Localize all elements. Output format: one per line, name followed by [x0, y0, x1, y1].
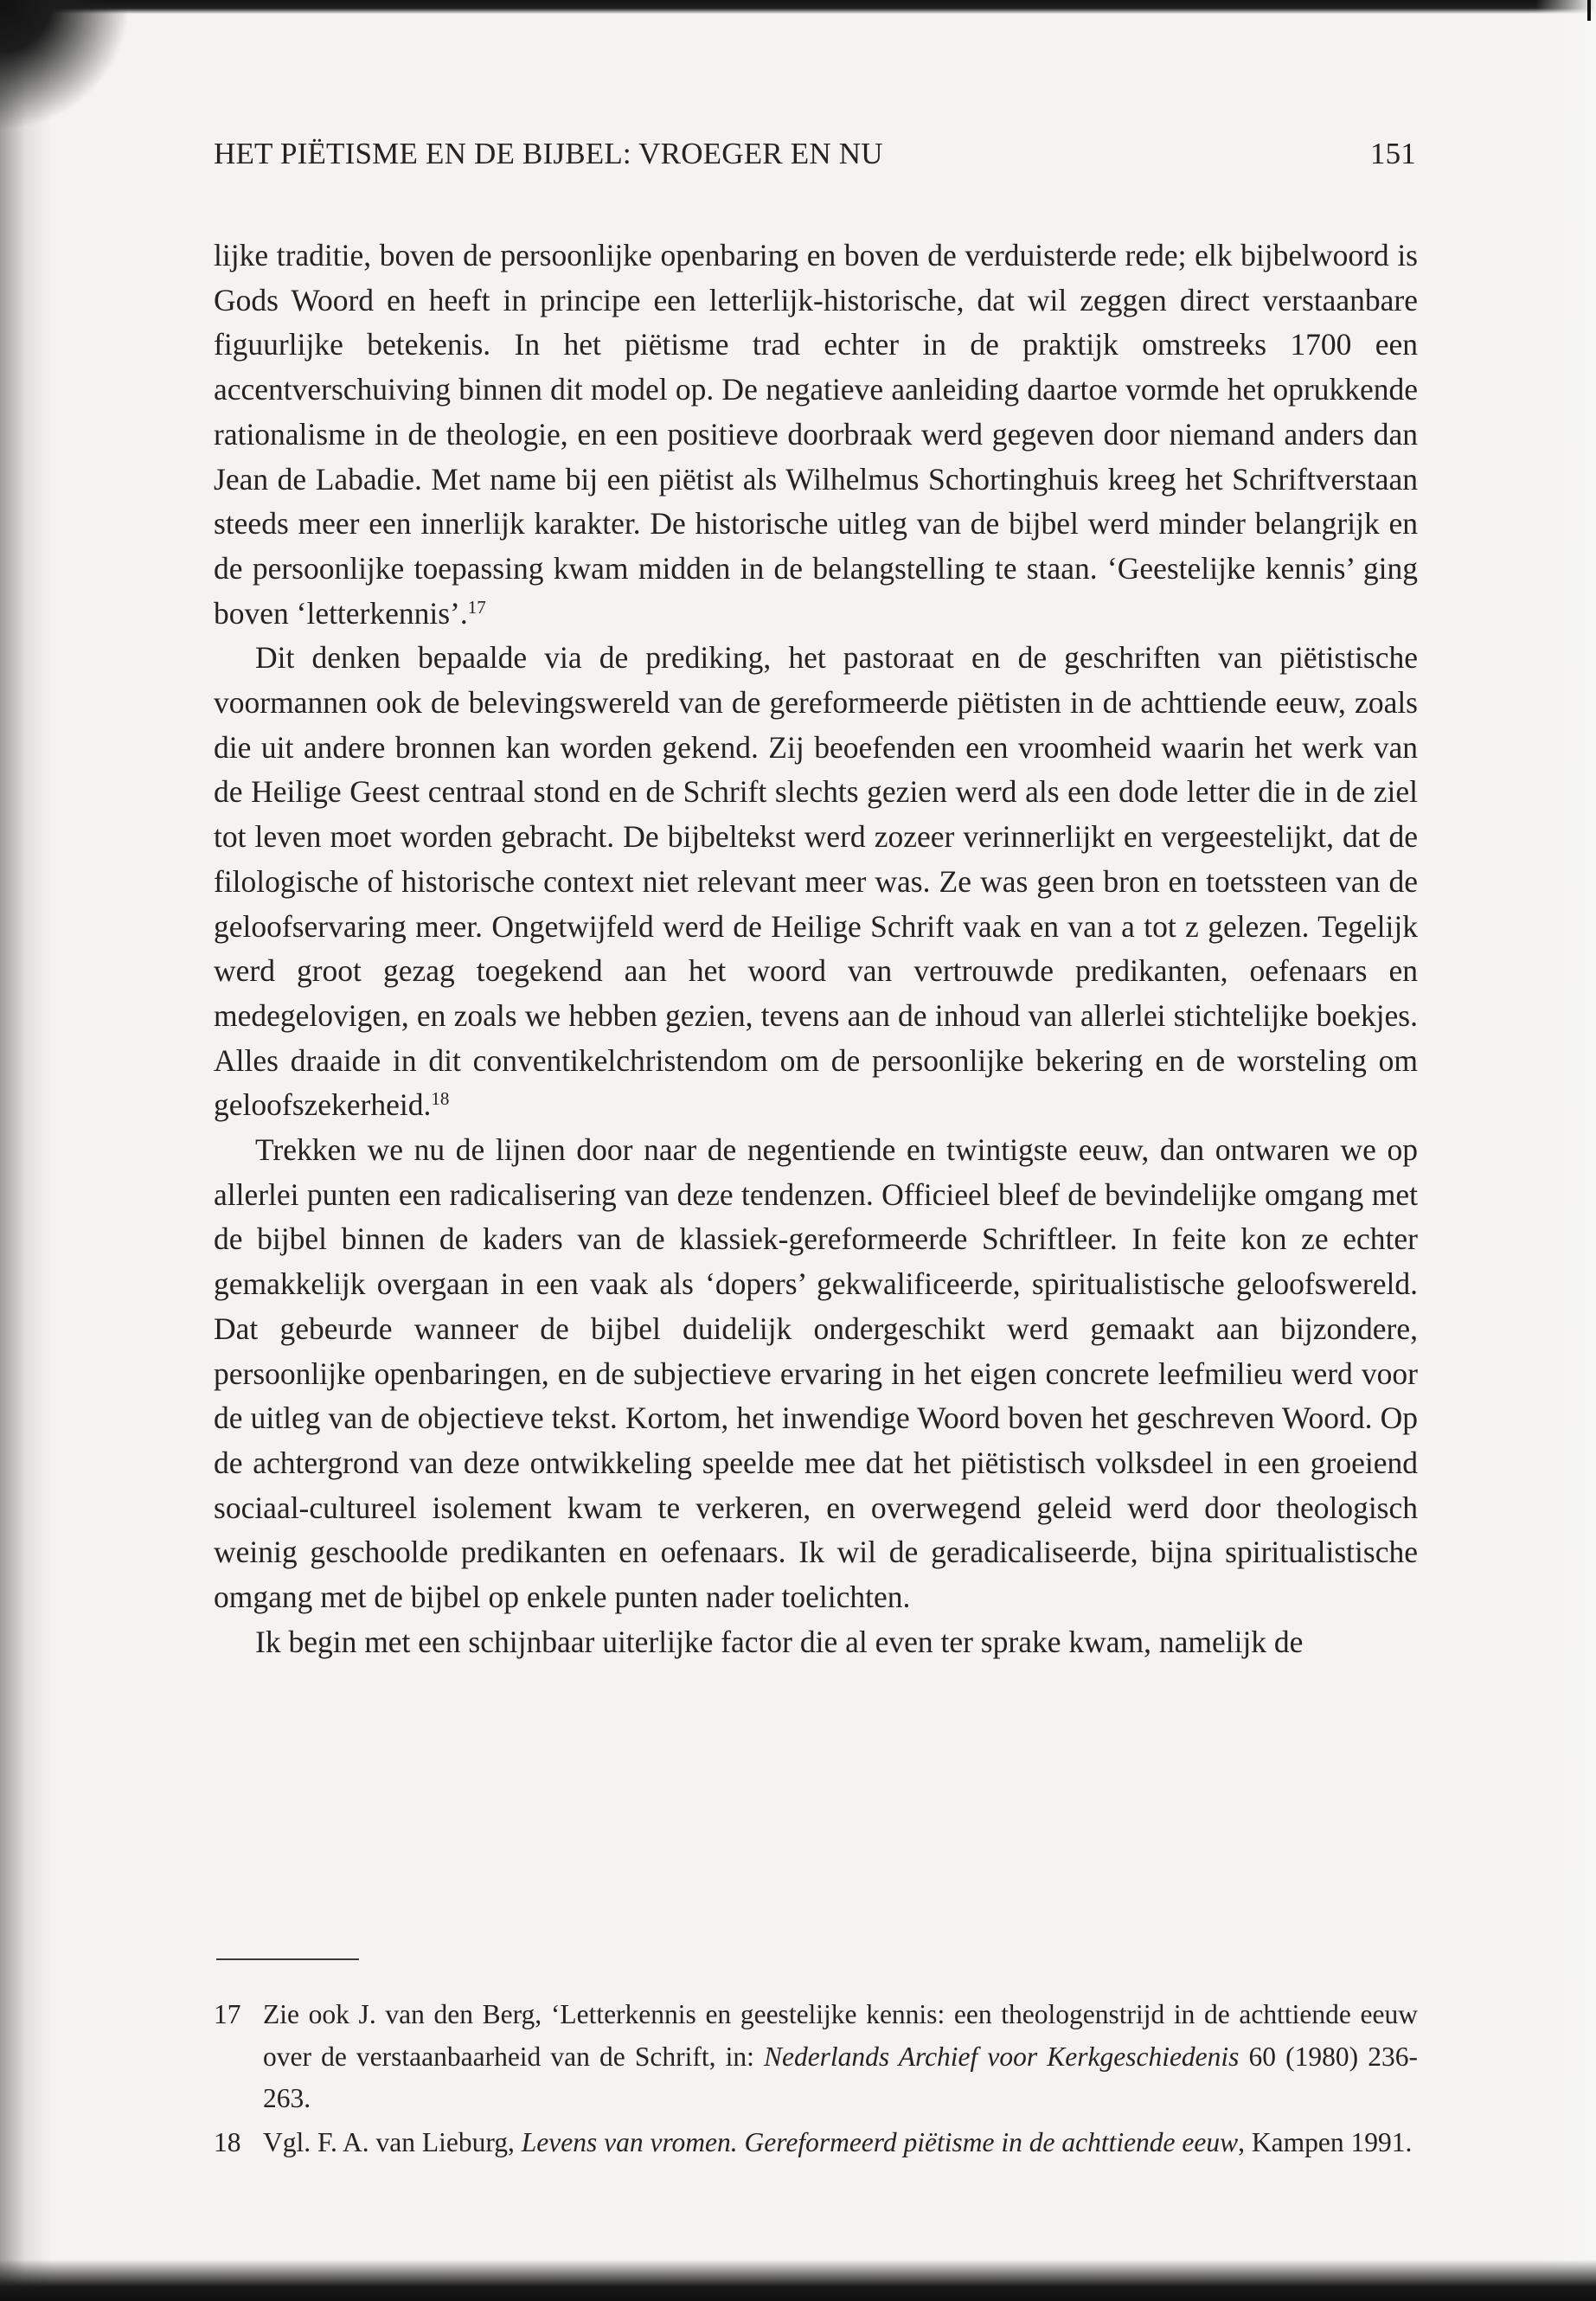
- footnote-text-end: 60 (1980) 236-263.: [263, 2041, 1418, 2113]
- scan-fade-right: [1535, 0, 1596, 2301]
- footnote-text: Zie ook J. van den Berg, ‘Letterkennis en geestelijke kennis: een theologenstrijd in de achttiende eeuw over de verstaanbaarheid van de Schrift, in:: [263, 1999, 1418, 2072]
- footnotes: [214, 1994, 1418, 2165]
- footnote-source-title: Levens van vromen. Gereformeerd piëtisme in de achttiende eeuw: [521, 2126, 1239, 2157]
- body-text: [214, 234, 1418, 1665]
- footnote-text-end: , Kampen 1991.: [1238, 2126, 1413, 2157]
- footnote-text: Vgl. F. A. van Lieburg,: [263, 2126, 522, 2157]
- paragraph-4-text: Ik begin met een schijnbaar uiterlijke factor die al even ter sprake kwam, namelijk de: [255, 1624, 1304, 1659]
- footnote-separator: [216, 1958, 359, 1960]
- page-number: 151: [1369, 137, 1416, 170]
- scan-shadow-left: [0, 0, 52, 2301]
- paragraph-3-text: Trekken we nu de lijnen door naar de negentiende en twintigste eeuw, dan ontwaren we op allerlei punten een radicalisering van deze tendenzen. Officieel bleef de bevindelijke omgang met de bijbel binnen de kaders van de klassiek-gereformeerde Schriftleer. In feite kon ze echter gemakkelijk overgaan in een vaak als ‘dopers’ gekwalificeerde, spiritualistische geloofswereld. Dat gebeurde wanneer de bijbel duidelijk ondergeschikt werd gemaakt aan bijzondere, persoonlijke openbaringen, en de subjectieve ervaring in het eigen concrete leefmilieu werd voor de uitleg van de objectieve tekst. Kortom, het inwendige Woord boven het geschreven Woord. Op de achtergrond van deze ontwikkeling speelde mee dat het piëtistisch volksdeel in een groeiend sociaal-cultureel isolement kwam te verkeren, en overwegend geleid werd door theologisch weinig geschoolde predikanten en oefenaars. Ik wil de geradicaliseerde, bijna spiritualistische omgang met de bijbel op enkele punten nader toelichten.: [214, 1132, 1418, 1615]
- scan-edge-bottom: [0, 2259, 1596, 2301]
- scan-edge-right: [1587, 0, 1591, 21]
- running-title: HET PIËTISME EN DE BIJBEL: VROEGER EN NU: [214, 137, 883, 170]
- paragraph-1-text: lijke traditie, boven de persoonlijke openbaring en boven de verduisterde rede; elk bijbelwoord is Gods Woord en heeft in principe een letterlijk-historische, dat wil zeggen direct verstaanbare figuurlijke betekenis. In het piëtisme trad echter in de praktijk omstreeks 1700 een accentverschuiving binnen dit model op. De negatieve aanleiding daartoe vormde het oprukkende rationalisme in de theologie, en een positieve doorbraak werd gegeven door niemand anders dan Jean de Labadie. Met name bij een piëtist als Wilhelmus Schortinghuis kreeg het Schriftverstaan steeds meer een innerlijk karakter. De historische uitleg van de bijbel werd minder belangrijk en de persoonlijke toepassing kwam midden in de belangstelling te staan. ‘Geestelijke kennis’ ging boven ‘letterkennis’.: [214, 238, 1418, 631]
- footnote-source-title: Nederlands Archief voor Kerkgeschiedenis: [763, 2041, 1240, 2072]
- scan-edge-top: [0, 0, 1596, 14]
- footnote-ref-18: 18: [431, 1088, 450, 1110]
- footnote-17: [214, 1994, 1418, 2120]
- footnote-number: 17: [214, 1999, 241, 2029]
- scan-corner-shadow: [0, 0, 130, 130]
- footnote-18: [214, 2122, 1418, 2164]
- paragraph-2: [214, 636, 1418, 1128]
- footnote-number: 18: [214, 2126, 241, 2157]
- paragraph-4: [214, 1620, 1418, 1665]
- paragraph-2-text: Dit denken bepaalde via de prediking, het pastoraat en de geschriften van piëtistische voormannen ook de belevingswereld van de gereformeerde piëtisten in de achttiende eeuw, zoals die uit andere bronnen kan worden gekend. Zij beoefenden een vroomheid waarin het werk van de Heilige Geest centraal stond en de Schrift slechts gezien werd als een dode letter die in de ziel tot leven moet worden gebracht. De bijbeltekst werd zozeer verinnerlijkt en vergeestelijkt, dat de filologische of historische context niet relevant meer was. Ze was geen bron en toetssteen van de geloofservaring meer. Ongetwijfeld werd de Heilige Schrift vaak en van a tot z gelezen. Tegelijk werd groot gezag toegekend aan het woord van vertrouwde predikanten, oefenaars en medegelovigen, en zoals we hebben gezien, tevens aan de inhoud van allerlei stichtelijke boekjes. Alles draaide in dit conventikelchristendom om de persoonlijke bekering en de worsteling om geloofszekerheid.: [214, 640, 1418, 1123]
- paragraph-3: [214, 1128, 1418, 1620]
- paragraph-1: [214, 234, 1418, 636]
- running-header: [214, 137, 1416, 180]
- footnote-ref-17: 17: [467, 596, 486, 618]
